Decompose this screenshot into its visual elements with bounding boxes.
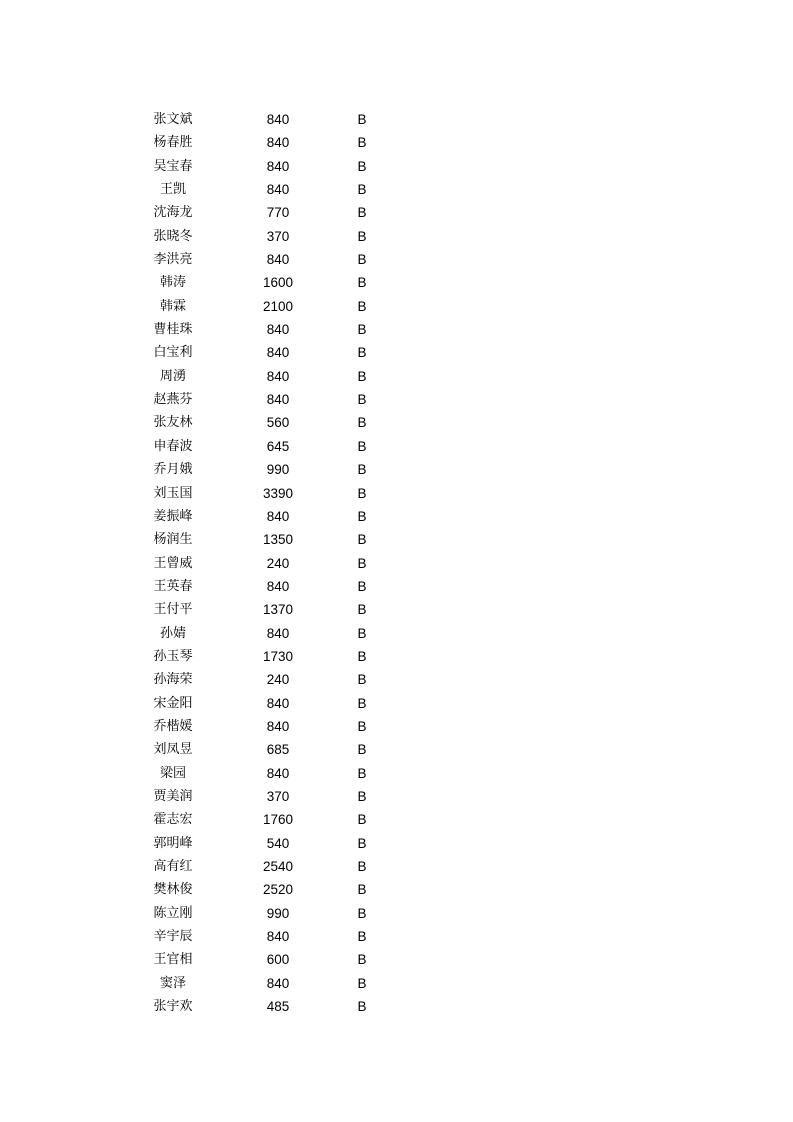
table-row [0, 248, 793, 271]
name-cell: 陈立刚 [153, 905, 193, 921]
grade-cell: B [357, 905, 367, 921]
amount-cell: 840 [266, 112, 290, 127]
name-cell: 乔楷媛 [153, 718, 193, 734]
name-cell: 宋金阳 [153, 695, 193, 711]
grade-cell: B [357, 578, 367, 594]
table-row [0, 435, 793, 458]
table-row [0, 482, 793, 505]
name-cell: 周湧 [159, 368, 186, 384]
grade-cell: B [357, 742, 367, 758]
table-row [0, 528, 793, 551]
grade-cell: B [357, 999, 367, 1015]
table-row [0, 295, 793, 318]
grade-cell: B [357, 322, 367, 338]
amount-cell: 240 [266, 555, 290, 571]
name-cell: 窦泽 [159, 975, 186, 991]
grade-cell: B [357, 765, 367, 781]
amount-cell: 840 [266, 252, 290, 268]
amount-cell: 370 [266, 788, 290, 804]
name-cell: 高有红 [153, 859, 193, 874]
table-row [0, 458, 793, 481]
name-cell: 韩涛 [159, 275, 186, 291]
table-row [0, 645, 793, 668]
name-cell: 孙婧 [159, 625, 186, 641]
name-cell: 王英春 [153, 578, 193, 594]
table-row [0, 225, 793, 248]
amount-cell: 840 [266, 508, 290, 524]
name-cell: 杨春胜 [153, 135, 193, 151]
grade-cell: B [357, 555, 367, 571]
grade-cell: B [357, 462, 367, 478]
amount-cell: 840 [266, 345, 290, 361]
name-cell: 张宇欢 [153, 999, 193, 1015]
amount-cell: 240 [266, 672, 290, 688]
table-row [0, 155, 793, 178]
grade-cell: B [357, 392, 367, 408]
grade-cell: B [357, 205, 367, 221]
table-row [0, 715, 793, 738]
grade-cell: B [357, 182, 367, 198]
name-cell: 王曾威 [153, 555, 193, 571]
table-row [0, 972, 793, 995]
grade-cell: B [357, 135, 367, 151]
amount-cell: 990 [266, 905, 290, 921]
grade-cell: B [357, 415, 367, 431]
amount-cell: 645 [266, 438, 290, 454]
grade-cell: B [357, 508, 367, 524]
name-cell: 白宝利 [153, 345, 193, 361]
table-row [0, 201, 793, 224]
grade-cell: B [357, 952, 367, 968]
amount-cell: 840 [266, 695, 290, 711]
amount-cell: 840 [266, 368, 290, 384]
grade-cell: B [357, 882, 367, 898]
amount-cell: 840 [266, 135, 290, 151]
table-row [0, 131, 793, 154]
grade-cell: B [357, 298, 367, 314]
grade-cell: B [357, 345, 367, 361]
name-cell: 樊林俊 [153, 882, 193, 898]
grade-cell: B [357, 788, 367, 804]
table-row [0, 388, 793, 411]
grade-cell: B [357, 368, 367, 384]
grade-cell: B [357, 929, 367, 945]
grade-cell: B [357, 718, 367, 734]
table-row [0, 692, 793, 715]
grade-cell: B [357, 438, 367, 454]
amount-cell: 840 [266, 718, 290, 734]
amount-cell: 3390 [262, 485, 294, 501]
table-row [0, 108, 793, 131]
amount-cell: 560 [266, 415, 290, 431]
grade-cell: B [357, 275, 367, 291]
table-row [0, 995, 793, 1018]
name-cell: 申春波 [153, 438, 193, 454]
name-cell: 刘凤昱 [153, 742, 193, 758]
grade-cell: B [357, 252, 367, 268]
amount-cell: 485 [266, 999, 290, 1015]
amount-cell: 840 [266, 975, 290, 991]
name-cell: 张友林 [153, 415, 193, 431]
grade-cell: B [357, 695, 367, 711]
name-cell: 张文斌 [153, 112, 193, 127]
amount-cell: 1350 [262, 532, 294, 548]
amount-cell: 600 [266, 952, 290, 968]
amount-cell: 370 [266, 228, 290, 244]
table-row [0, 178, 793, 201]
table-row [0, 925, 793, 948]
amount-cell: 770 [266, 205, 290, 221]
name-cell: 刘玉国 [153, 485, 193, 501]
table-row [0, 738, 793, 761]
table-row [0, 878, 793, 901]
table-row [0, 598, 793, 621]
amount-cell: 990 [266, 462, 290, 478]
amount-cell: 685 [266, 742, 290, 758]
grade-cell: B [357, 532, 367, 548]
name-cell: 杨润生 [153, 532, 193, 548]
amount-cell: 840 [266, 929, 290, 945]
name-cell: 韩霖 [159, 298, 186, 314]
grade-cell: B [357, 835, 367, 851]
name-cell: 姜振峰 [153, 508, 193, 524]
name-cell: 曹桂珠 [153, 322, 193, 338]
grade-cell: B [357, 485, 367, 501]
amount-cell: 840 [266, 578, 290, 594]
name-cell: 郭明峰 [153, 835, 193, 851]
table-row [0, 505, 793, 528]
amount-cell: 840 [266, 182, 290, 198]
data-table [0, 108, 793, 1018]
grade-cell: B [357, 602, 367, 618]
amount-cell: 2100 [262, 298, 294, 314]
name-cell: 贾美润 [153, 788, 193, 804]
amount-cell: 1730 [262, 648, 294, 664]
name-cell: 赵燕芬 [153, 392, 193, 408]
table-row [0, 668, 793, 691]
grade-cell: B [357, 859, 367, 874]
table-row [0, 855, 793, 878]
amount-cell: 1760 [262, 812, 294, 828]
table-row [0, 552, 793, 575]
amount-cell: 540 [266, 835, 290, 851]
table-row [0, 365, 793, 388]
grade-cell: B [357, 625, 367, 641]
name-cell: 王凯 [159, 182, 186, 198]
table-row [0, 575, 793, 598]
amount-cell: 840 [266, 765, 290, 781]
name-cell: 张晓冬 [153, 228, 193, 244]
table-row [0, 832, 793, 855]
amount-cell: 840 [266, 392, 290, 408]
table-row [0, 902, 793, 925]
grade-cell: B [357, 228, 367, 244]
name-cell: 霍志宏 [153, 812, 193, 828]
name-cell: 孙玉琴 [153, 648, 193, 664]
grade-cell: B [357, 648, 367, 664]
table-row [0, 271, 793, 294]
name-cell: 孙海荣 [153, 672, 193, 688]
grade-cell: B [357, 975, 367, 991]
name-cell: 王付平 [153, 602, 193, 618]
amount-cell: 1370 [262, 602, 294, 618]
grade-cell: B [357, 112, 367, 127]
name-cell: 辛宇辰 [153, 929, 193, 945]
table-row [0, 948, 793, 971]
name-cell: 吴宝春 [153, 158, 193, 174]
table-row [0, 318, 793, 341]
amount-cell: 1600 [262, 275, 294, 291]
name-cell: 王官相 [153, 952, 193, 968]
table-row [0, 622, 793, 645]
grade-cell: B [357, 158, 367, 174]
amount-cell: 840 [266, 625, 290, 641]
name-cell: 沈海龙 [153, 205, 193, 221]
table-row [0, 808, 793, 831]
amount-cell: 2540 [262, 859, 294, 874]
table-row [0, 341, 793, 364]
amount-cell: 840 [266, 322, 290, 338]
table-row [0, 762, 793, 785]
grade-cell: B [357, 672, 367, 688]
name-cell: 李洪亮 [153, 252, 193, 268]
table-row [0, 411, 793, 434]
name-cell: 乔月娥 [153, 462, 193, 478]
grade-cell: B [357, 812, 367, 828]
amount-cell: 840 [266, 158, 290, 174]
table-row [0, 785, 793, 808]
name-cell: 梁园 [159, 765, 186, 781]
amount-cell: 2520 [262, 882, 294, 898]
